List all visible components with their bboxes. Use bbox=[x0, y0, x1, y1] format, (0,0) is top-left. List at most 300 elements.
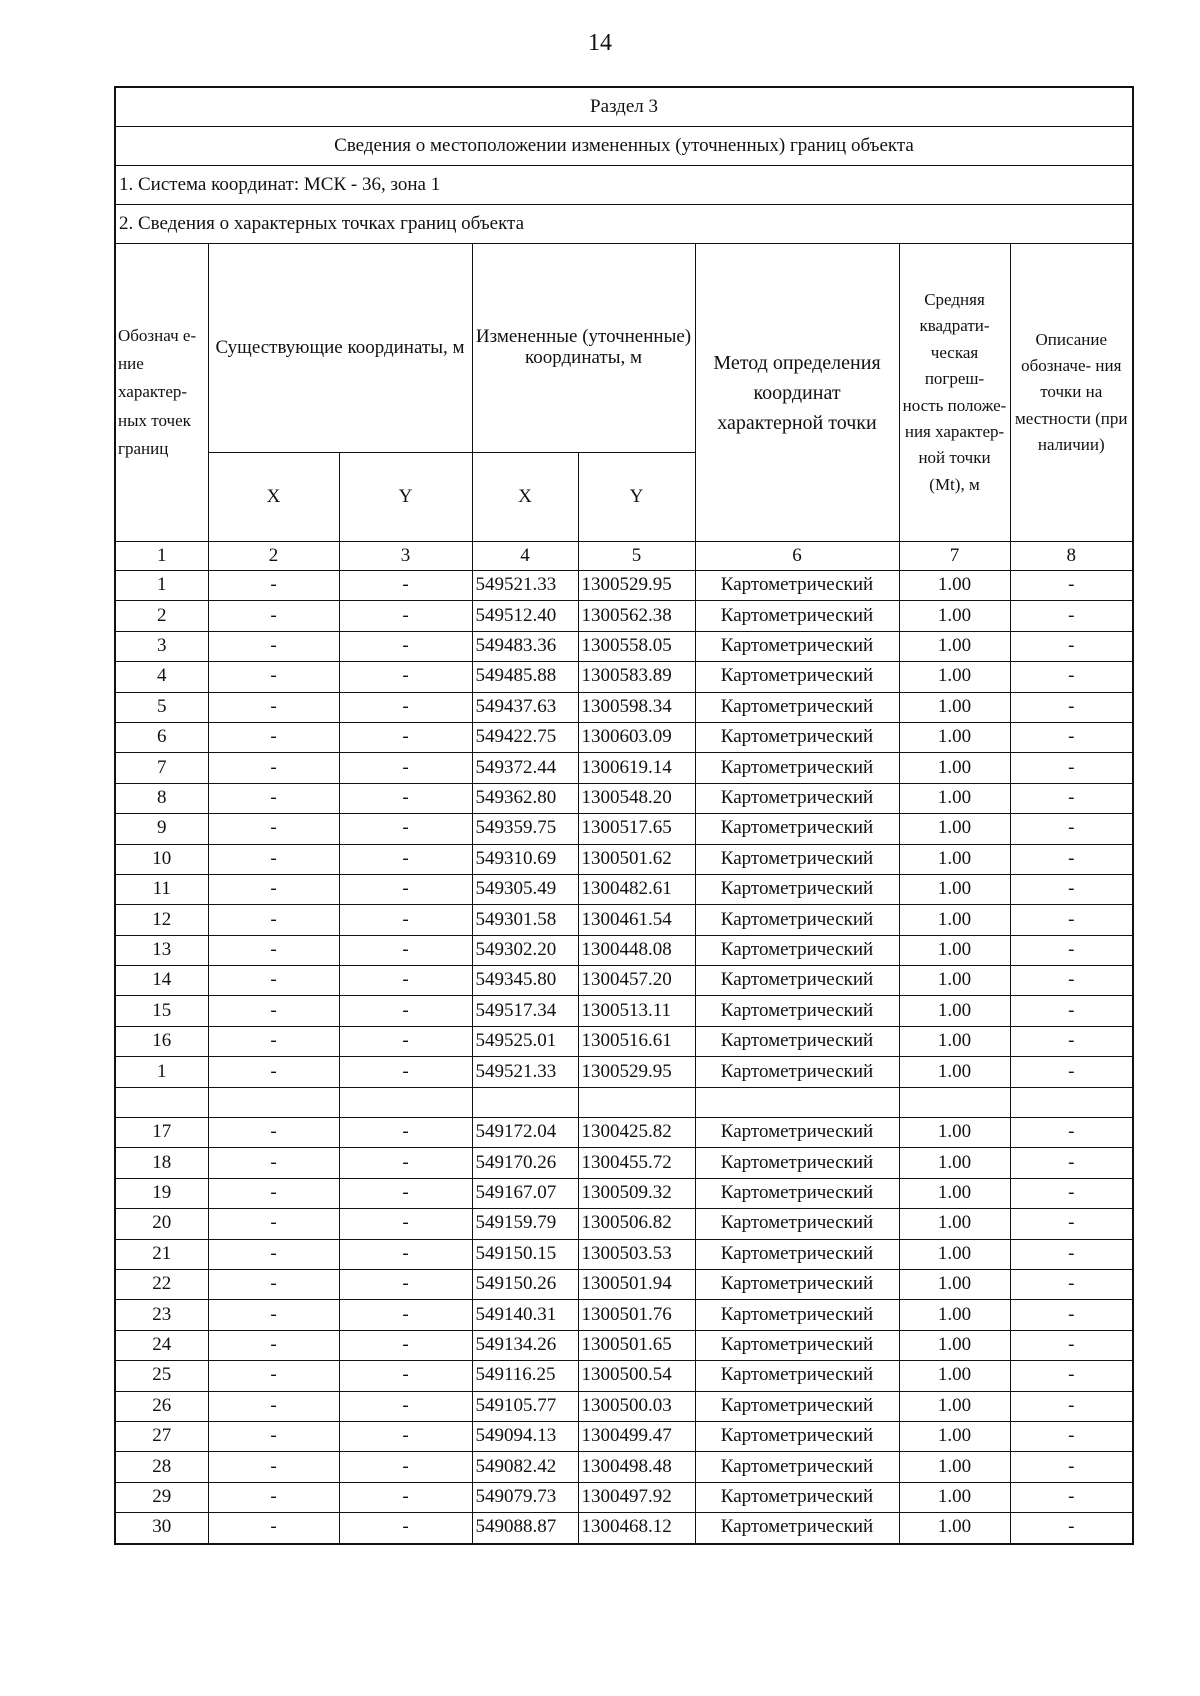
method-cell: Картометрический bbox=[695, 1361, 899, 1391]
existing-x-cell: - bbox=[208, 1330, 339, 1360]
table-row bbox=[115, 996, 1133, 1026]
existing-x-cell: - bbox=[208, 1391, 339, 1421]
column-number: 5 bbox=[578, 542, 695, 571]
table-row bbox=[115, 1361, 1133, 1391]
method-cell: Картометрический bbox=[695, 1239, 899, 1269]
mean-square-error-cell: 1.00 bbox=[899, 631, 1010, 661]
method-cell: Картометрический bbox=[695, 966, 899, 996]
description-cell: - bbox=[1010, 753, 1133, 783]
existing-y-cell: - bbox=[339, 1482, 472, 1512]
existing-y-cell: - bbox=[339, 1239, 472, 1269]
description-cell: - bbox=[1010, 1148, 1133, 1178]
header-existing-x: X bbox=[208, 453, 339, 542]
description-cell: - bbox=[1010, 1239, 1133, 1269]
method-cell: Картометрический bbox=[695, 753, 899, 783]
changed-y-cell: 1300499.47 bbox=[578, 1421, 695, 1451]
point-number-cell: 5 bbox=[115, 692, 208, 722]
existing-y-cell: - bbox=[339, 601, 472, 631]
changed-x-cell: 549345.80 bbox=[472, 966, 578, 996]
changed-y-cell: 1300619.14 bbox=[578, 753, 695, 783]
changed-x-cell: 549302.20 bbox=[472, 935, 578, 965]
changed-y-cell: 1300501.65 bbox=[578, 1330, 695, 1360]
description-cell bbox=[1010, 1087, 1133, 1117]
existing-x-cell: - bbox=[208, 1269, 339, 1299]
method-cell: Картометрический bbox=[695, 571, 899, 601]
point-number-cell: 12 bbox=[115, 905, 208, 935]
table-row bbox=[115, 692, 1133, 722]
existing-x-cell: - bbox=[208, 571, 339, 601]
existing-x-cell: - bbox=[208, 1209, 339, 1239]
table-row bbox=[115, 844, 1133, 874]
changed-x-cell: 549088.87 bbox=[472, 1513, 578, 1544]
method-cell: Картометрический bbox=[695, 874, 899, 904]
mean-square-error-cell: 1.00 bbox=[899, 692, 1010, 722]
table-row bbox=[115, 1087, 1133, 1117]
point-number-cell: 28 bbox=[115, 1452, 208, 1482]
changed-x-cell: 549116.25 bbox=[472, 1361, 578, 1391]
existing-x-cell: - bbox=[208, 753, 339, 783]
mean-square-error-cell: 1.00 bbox=[899, 1513, 1010, 1544]
description-cell: - bbox=[1010, 1057, 1133, 1087]
changed-y-cell: 1300558.05 bbox=[578, 631, 695, 661]
header-existing-y: Y bbox=[339, 453, 472, 542]
column-number: 4 bbox=[472, 542, 578, 571]
changed-x-cell: 549172.04 bbox=[472, 1118, 578, 1148]
changed-y-cell: 1300500.54 bbox=[578, 1361, 695, 1391]
changed-x-cell: 549422.75 bbox=[472, 722, 578, 752]
mean-square-error-cell: 1.00 bbox=[899, 601, 1010, 631]
point-number-cell: 21 bbox=[115, 1239, 208, 1269]
existing-x-cell: - bbox=[208, 1361, 339, 1391]
mean-square-error-cell: 1.00 bbox=[899, 1421, 1010, 1451]
table-row bbox=[115, 783, 1133, 813]
existing-x-cell: - bbox=[208, 1118, 339, 1148]
description-cell: - bbox=[1010, 1391, 1133, 1421]
column-number: 1 bbox=[115, 542, 208, 571]
mean-square-error-cell: 1.00 bbox=[899, 814, 1010, 844]
existing-x-cell: - bbox=[208, 662, 339, 692]
mean-square-error-cell: 1.00 bbox=[899, 966, 1010, 996]
changed-y-cell bbox=[578, 1087, 695, 1117]
header-method: Метод определения координат характерной точки bbox=[695, 244, 899, 542]
changed-y-cell: 1300501.76 bbox=[578, 1300, 695, 1330]
table-row bbox=[115, 874, 1133, 904]
table-row bbox=[115, 1391, 1133, 1421]
point-number-cell: 19 bbox=[115, 1178, 208, 1208]
table-row bbox=[115, 1452, 1133, 1482]
method-cell: Картометрический bbox=[695, 601, 899, 631]
point-number-cell: 30 bbox=[115, 1513, 208, 1544]
description-cell: - bbox=[1010, 662, 1133, 692]
changed-x-cell: 549301.58 bbox=[472, 905, 578, 935]
method-cell: Картометрический bbox=[695, 1452, 899, 1482]
table-row bbox=[115, 966, 1133, 996]
existing-x-cell: - bbox=[208, 722, 339, 752]
point-number-cell: 18 bbox=[115, 1148, 208, 1178]
table-row bbox=[115, 1269, 1133, 1299]
existing-x-cell: - bbox=[208, 905, 339, 935]
changed-y-cell: 1300461.54 bbox=[578, 905, 695, 935]
method-cell: Картометрический bbox=[695, 996, 899, 1026]
method-cell: Картометрический bbox=[695, 1421, 899, 1451]
point-number-cell: 25 bbox=[115, 1361, 208, 1391]
mean-square-error-cell: 1.00 bbox=[899, 1482, 1010, 1512]
table-row bbox=[115, 1148, 1133, 1178]
changed-x-cell: 549150.15 bbox=[472, 1239, 578, 1269]
existing-y-cell: - bbox=[339, 935, 472, 965]
changed-y-cell: 1300529.95 bbox=[578, 1057, 695, 1087]
changed-x-cell: 549521.33 bbox=[472, 571, 578, 601]
table-row bbox=[115, 571, 1133, 601]
existing-y-cell: - bbox=[339, 966, 472, 996]
existing-y-cell: - bbox=[339, 631, 472, 661]
existing-y-cell: - bbox=[339, 1361, 472, 1391]
existing-y-cell bbox=[339, 1087, 472, 1117]
point-number-cell: 16 bbox=[115, 1026, 208, 1056]
point-number-cell: 4 bbox=[115, 662, 208, 692]
existing-y-cell: - bbox=[339, 905, 472, 935]
changed-y-cell: 1300498.48 bbox=[578, 1452, 695, 1482]
mean-square-error-cell: 1.00 bbox=[899, 935, 1010, 965]
method-cell: Картометрический bbox=[695, 722, 899, 752]
existing-y-cell: - bbox=[339, 1330, 472, 1360]
point-number-cell: 26 bbox=[115, 1391, 208, 1421]
method-cell: Картометрический bbox=[695, 905, 899, 935]
mean-square-error-cell: 1.00 bbox=[899, 1361, 1010, 1391]
changed-x-cell: 549359.75 bbox=[472, 814, 578, 844]
existing-x-cell: - bbox=[208, 1482, 339, 1512]
description-cell: - bbox=[1010, 1118, 1133, 1148]
description-cell: - bbox=[1010, 722, 1133, 752]
changed-x-cell: 549521.33 bbox=[472, 1057, 578, 1087]
existing-y-cell: - bbox=[339, 783, 472, 813]
existing-x-cell: - bbox=[208, 1300, 339, 1330]
existing-y-cell: - bbox=[339, 1026, 472, 1056]
changed-x-cell bbox=[472, 1087, 578, 1117]
header-existing-coords: Существующие координаты, м bbox=[208, 244, 472, 453]
method-cell: Картометрический bbox=[695, 783, 899, 813]
existing-y-cell: - bbox=[339, 1209, 472, 1239]
description-cell: - bbox=[1010, 874, 1133, 904]
existing-x-cell: - bbox=[208, 1421, 339, 1451]
description-cell: - bbox=[1010, 1026, 1133, 1056]
existing-x-cell: - bbox=[208, 844, 339, 874]
changed-x-cell: 549305.49 bbox=[472, 874, 578, 904]
mean-square-error-cell: 1.00 bbox=[899, 662, 1010, 692]
mean-square-error-cell: 1.00 bbox=[899, 1178, 1010, 1208]
table-row bbox=[115, 1239, 1133, 1269]
page-number: 14 bbox=[588, 30, 612, 56]
changed-y-cell: 1300506.82 bbox=[578, 1209, 695, 1239]
point-number-cell: 2 bbox=[115, 601, 208, 631]
changed-y-cell: 1300517.65 bbox=[578, 814, 695, 844]
changed-y-cell: 1300603.09 bbox=[578, 722, 695, 752]
mean-square-error-cell: 1.00 bbox=[899, 1239, 1010, 1269]
mean-square-error-cell: 1.00 bbox=[899, 1300, 1010, 1330]
description-cell: - bbox=[1010, 844, 1133, 874]
point-number-cell: 11 bbox=[115, 874, 208, 904]
point-number-cell: 29 bbox=[115, 1482, 208, 1512]
mean-square-error-cell: 1.00 bbox=[899, 571, 1010, 601]
existing-x-cell: - bbox=[208, 1148, 339, 1178]
changed-x-cell: 549512.40 bbox=[472, 601, 578, 631]
method-cell: Картометрический bbox=[695, 1178, 899, 1208]
changed-x-cell: 549362.80 bbox=[472, 783, 578, 813]
existing-x-cell: - bbox=[208, 631, 339, 661]
description-cell: - bbox=[1010, 1178, 1133, 1208]
existing-x-cell: - bbox=[208, 874, 339, 904]
point-number-cell: 1 bbox=[115, 571, 208, 601]
point-number-cell: 14 bbox=[115, 966, 208, 996]
mean-square-error-cell: 1.00 bbox=[899, 1330, 1010, 1360]
table-row bbox=[115, 1421, 1133, 1451]
description-cell: - bbox=[1010, 571, 1133, 601]
table-row bbox=[115, 1300, 1133, 1330]
existing-y-cell: - bbox=[339, 571, 472, 601]
changed-y-cell: 1300562.38 bbox=[578, 601, 695, 631]
description-cell: - bbox=[1010, 996, 1133, 1026]
section-subtitle: Сведения о местоположении измененных (уточненных) границ объекта bbox=[115, 127, 1133, 166]
changed-x-cell: 549437.63 bbox=[472, 692, 578, 722]
mean-square-error-cell: 1.00 bbox=[899, 753, 1010, 783]
header-changed-coords: Измененные (уточненные) координаты, м bbox=[472, 244, 695, 453]
method-cell: Картометрический bbox=[695, 1148, 899, 1178]
table-row bbox=[115, 722, 1133, 752]
changed-y-cell: 1300548.20 bbox=[578, 783, 695, 813]
table-row bbox=[115, 814, 1133, 844]
description-cell: - bbox=[1010, 1452, 1133, 1482]
existing-y-cell: - bbox=[339, 1178, 472, 1208]
changed-y-cell: 1300457.20 bbox=[578, 966, 695, 996]
method-cell: Картометрический bbox=[695, 631, 899, 661]
changed-x-cell: 549167.07 bbox=[472, 1178, 578, 1208]
method-cell: Картометрический bbox=[695, 1118, 899, 1148]
point-number-cell: 9 bbox=[115, 814, 208, 844]
point-number-cell: 24 bbox=[115, 1330, 208, 1360]
mean-square-error-cell: 1.00 bbox=[899, 1148, 1010, 1178]
point-number-cell: 23 bbox=[115, 1300, 208, 1330]
changed-y-cell: 1300500.03 bbox=[578, 1391, 695, 1421]
point-number-cell: 20 bbox=[115, 1209, 208, 1239]
existing-y-cell: - bbox=[339, 1148, 472, 1178]
table-row bbox=[115, 1209, 1133, 1239]
table-row bbox=[115, 905, 1133, 935]
point-number-cell: 17 bbox=[115, 1118, 208, 1148]
description-cell: - bbox=[1010, 1330, 1133, 1360]
existing-x-cell: - bbox=[208, 1452, 339, 1482]
changed-x-cell: 549082.42 bbox=[472, 1452, 578, 1482]
existing-y-cell: - bbox=[339, 996, 472, 1026]
description-cell: - bbox=[1010, 1300, 1133, 1330]
changed-x-cell: 549525.01 bbox=[472, 1026, 578, 1056]
existing-y-cell: - bbox=[339, 692, 472, 722]
table-row bbox=[115, 1513, 1133, 1544]
existing-x-cell: - bbox=[208, 814, 339, 844]
point-number-cell: 3 bbox=[115, 631, 208, 661]
mean-square-error-cell: 1.00 bbox=[899, 996, 1010, 1026]
existing-y-cell: - bbox=[339, 1118, 472, 1148]
changed-x-cell: 549159.79 bbox=[472, 1209, 578, 1239]
table-row bbox=[115, 1118, 1133, 1148]
changed-y-cell: 1300509.32 bbox=[578, 1178, 695, 1208]
mean-square-error-cell: 1.00 bbox=[899, 1452, 1010, 1482]
changed-y-cell: 1300501.62 bbox=[578, 844, 695, 874]
changed-x-cell: 549310.69 bbox=[472, 844, 578, 874]
existing-x-cell: - bbox=[208, 783, 339, 813]
header-mean-square-error: Средняя квадрати- ческая погреш- ность положе- ния характер- ной точки (Mt), м bbox=[899, 244, 1010, 542]
existing-y-cell: - bbox=[339, 844, 472, 874]
table-row bbox=[115, 631, 1133, 661]
existing-x-cell: - bbox=[208, 692, 339, 722]
existing-y-cell: - bbox=[339, 1452, 472, 1482]
existing-y-cell: - bbox=[339, 753, 472, 783]
method-cell: Картометрический bbox=[695, 1482, 899, 1512]
point-number-cell: 22 bbox=[115, 1269, 208, 1299]
mean-square-error-cell: 1.00 bbox=[899, 1118, 1010, 1148]
table-row bbox=[115, 1482, 1133, 1512]
mean-square-error-cell: 1.00 bbox=[899, 844, 1010, 874]
existing-x-cell: - bbox=[208, 601, 339, 631]
mean-square-error-cell: 1.00 bbox=[899, 874, 1010, 904]
column-numbers-row bbox=[115, 542, 1133, 571]
method-cell: Картометрический bbox=[695, 1057, 899, 1087]
method-cell: Картометрический bbox=[695, 935, 899, 965]
existing-x-cell: - bbox=[208, 1178, 339, 1208]
header-changed-y: Y bbox=[578, 453, 695, 542]
changed-x-cell: 549170.26 bbox=[472, 1148, 578, 1178]
mean-square-error-cell: 1.00 bbox=[899, 722, 1010, 752]
existing-x-cell: - bbox=[208, 966, 339, 996]
section-title: Раздел 3 bbox=[115, 87, 1133, 127]
changed-y-cell: 1300455.72 bbox=[578, 1148, 695, 1178]
changed-x-cell: 549140.31 bbox=[472, 1300, 578, 1330]
changed-x-cell: 549485.88 bbox=[472, 662, 578, 692]
existing-y-cell: - bbox=[339, 1513, 472, 1544]
changed-x-cell: 549079.73 bbox=[472, 1482, 578, 1512]
method-cell: Картометрический bbox=[695, 844, 899, 874]
description-cell: - bbox=[1010, 1482, 1133, 1512]
existing-y-cell: - bbox=[339, 662, 472, 692]
table-row bbox=[115, 1178, 1133, 1208]
existing-x-cell: - bbox=[208, 1026, 339, 1056]
description-cell: - bbox=[1010, 1421, 1133, 1451]
changed-y-cell: 1300501.94 bbox=[578, 1269, 695, 1299]
method-cell bbox=[695, 1087, 899, 1117]
method-cell: Картометрический bbox=[695, 1209, 899, 1239]
table-row bbox=[115, 753, 1133, 783]
mean-square-error-cell: 1.00 bbox=[899, 1209, 1010, 1239]
method-cell: Картометрический bbox=[695, 692, 899, 722]
mean-square-error-cell bbox=[899, 1087, 1010, 1117]
column-number: 6 bbox=[695, 542, 899, 571]
description-cell: - bbox=[1010, 783, 1133, 813]
points-info-heading: 2. Сведения о характерных точках границ объекта bbox=[115, 205, 1133, 244]
method-cell: Картометрический bbox=[695, 1391, 899, 1421]
mean-square-error-cell: 1.00 bbox=[899, 783, 1010, 813]
existing-y-cell: - bbox=[339, 722, 472, 752]
mean-square-error-cell: 1.00 bbox=[899, 1269, 1010, 1299]
column-number: 8 bbox=[1010, 542, 1133, 571]
point-number-cell: 10 bbox=[115, 844, 208, 874]
existing-x-cell: - bbox=[208, 1513, 339, 1544]
point-number-cell: 8 bbox=[115, 783, 208, 813]
description-cell: - bbox=[1010, 814, 1133, 844]
changed-y-cell: 1300583.89 bbox=[578, 662, 695, 692]
description-cell: - bbox=[1010, 1361, 1133, 1391]
point-number-cell: 6 bbox=[115, 722, 208, 752]
header-description: Описание обозначе- ния точки на местности (при наличии) bbox=[1010, 244, 1133, 542]
changed-x-cell: 549094.13 bbox=[472, 1421, 578, 1451]
existing-x-cell: - bbox=[208, 935, 339, 965]
description-cell: - bbox=[1010, 935, 1133, 965]
existing-x-cell: - bbox=[208, 1239, 339, 1269]
table-row bbox=[115, 1330, 1133, 1360]
existing-y-cell: - bbox=[339, 1391, 472, 1421]
existing-y-cell: - bbox=[339, 1057, 472, 1087]
description-cell: - bbox=[1010, 1209, 1133, 1239]
changed-y-cell: 1300482.61 bbox=[578, 874, 695, 904]
changed-y-cell: 1300425.82 bbox=[578, 1118, 695, 1148]
header-point-designation: Обознач е-ние характер- ных точек границ bbox=[115, 244, 208, 542]
mean-square-error-cell: 1.00 bbox=[899, 1057, 1010, 1087]
changed-y-cell: 1300529.95 bbox=[578, 571, 695, 601]
changed-y-cell: 1300497.92 bbox=[578, 1482, 695, 1512]
method-cell: Картометрический bbox=[695, 1300, 899, 1330]
table-row bbox=[115, 1057, 1133, 1087]
point-number-cell bbox=[115, 1087, 208, 1117]
point-number-cell: 15 bbox=[115, 996, 208, 1026]
boundary-points-table bbox=[114, 86, 1134, 1545]
changed-x-cell: 549105.77 bbox=[472, 1391, 578, 1421]
point-number-cell: 13 bbox=[115, 935, 208, 965]
mean-square-error-cell: 1.00 bbox=[899, 905, 1010, 935]
table-row bbox=[115, 935, 1133, 965]
point-number-cell: 1 bbox=[115, 1057, 208, 1087]
description-cell: - bbox=[1010, 1269, 1133, 1299]
header-changed-x: X bbox=[472, 453, 578, 542]
existing-y-cell: - bbox=[339, 1269, 472, 1299]
table-row bbox=[115, 662, 1133, 692]
table-row bbox=[115, 601, 1133, 631]
method-cell: Картометрический bbox=[695, 1513, 899, 1544]
changed-x-cell: 549517.34 bbox=[472, 996, 578, 1026]
method-cell: Картометрический bbox=[695, 814, 899, 844]
column-number: 7 bbox=[899, 542, 1010, 571]
changed-y-cell: 1300513.11 bbox=[578, 996, 695, 1026]
changed-y-cell: 1300503.53 bbox=[578, 1239, 695, 1269]
method-cell: Картометрический bbox=[695, 1026, 899, 1056]
description-cell: - bbox=[1010, 966, 1133, 996]
existing-y-cell: - bbox=[339, 814, 472, 844]
changed-y-cell: 1300516.61 bbox=[578, 1026, 695, 1056]
changed-x-cell: 549134.26 bbox=[472, 1330, 578, 1360]
mean-square-error-cell: 1.00 bbox=[899, 1026, 1010, 1056]
changed-y-cell: 1300468.12 bbox=[578, 1513, 695, 1544]
description-cell: - bbox=[1010, 1513, 1133, 1544]
changed-x-cell: 549150.26 bbox=[472, 1269, 578, 1299]
existing-y-cell: - bbox=[339, 874, 472, 904]
existing-x-cell: - bbox=[208, 996, 339, 1026]
mean-square-error-cell: 1.00 bbox=[899, 1391, 1010, 1421]
description-cell: - bbox=[1010, 905, 1133, 935]
column-number: 3 bbox=[339, 542, 472, 571]
column-number: 2 bbox=[208, 542, 339, 571]
coordinate-system: 1. Система координат: МСК - 36, зона 1 bbox=[115, 166, 1133, 205]
changed-y-cell: 1300448.08 bbox=[578, 935, 695, 965]
existing-x-cell: - bbox=[208, 1057, 339, 1087]
existing-y-cell: - bbox=[339, 1421, 472, 1451]
method-cell: Картометрический bbox=[695, 662, 899, 692]
